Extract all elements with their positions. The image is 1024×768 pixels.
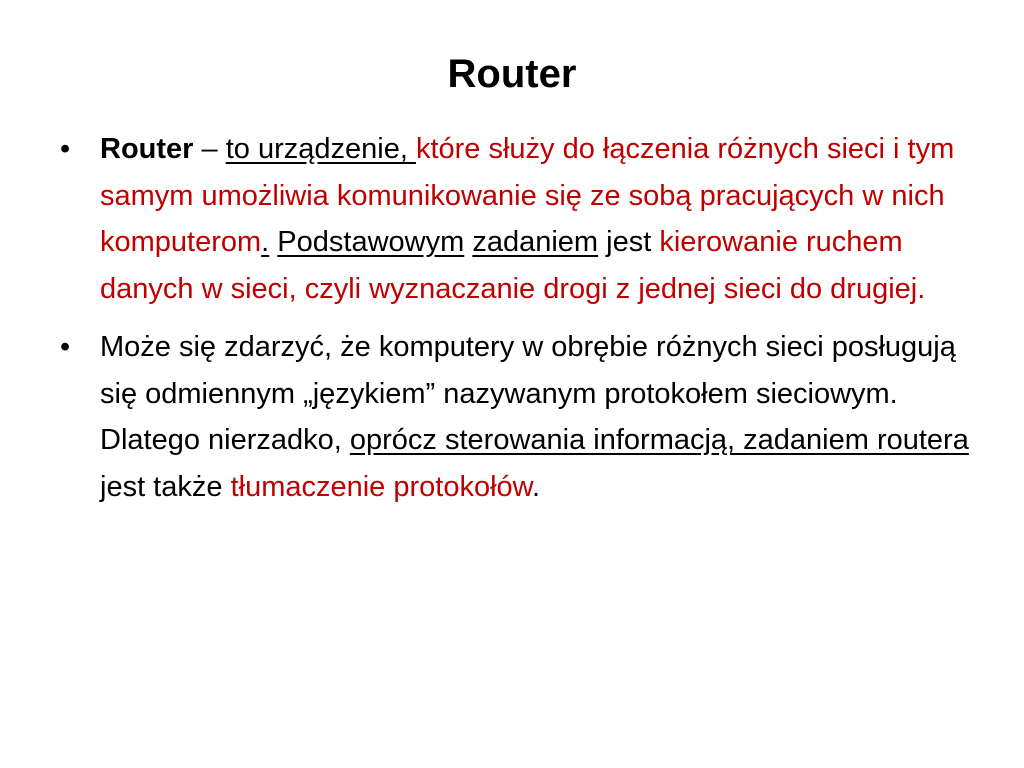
dash: –: [193, 133, 226, 165]
protocols-text-underlined: oprócz sterowania informacją, zadaniem routera: [349, 424, 969, 456]
task-red: kierowanie ruchem danych w sieci, czyli wyznaczanie drogi z jednej sieci do drugiej.: [100, 226, 926, 305]
slide-title: Router: [447, 52, 577, 96]
bullet-item-protocols: [60, 324, 970, 510]
term-router: Router: [100, 133, 194, 165]
protocols-text-plain: Może się zdarzyć, że komputery w obrębie różnych sieci posługują się odmiennym „językiem” nazywanym protokołem sieciowym. Dlatego nierzadko,: [100, 331, 956, 456]
definition-underlined: to urządzenie,: [225, 133, 416, 165]
protocols-text-red: tłumaczenie protokołów: [230, 470, 533, 503]
definition-red: które służy do łączenia różnych sieci i tym samym umożliwia komunikowanie się ze sobą pracujących w nich komputerom: [100, 133, 955, 258]
bullet-icon: •: [60, 133, 71, 165]
bullet-item-router-definition: [60, 126, 970, 312]
bullet-icon: •: [60, 331, 71, 363]
protocols-text-jest-takze: jest także: [100, 470, 231, 503]
word-jest: jest: [598, 226, 660, 258]
word-zadaniem: zadaniem: [472, 226, 599, 258]
bullet-list: [60, 126, 970, 522]
period-underlined: .: [261, 226, 270, 258]
protocols-text-end: .: [532, 470, 541, 503]
word-podstawowym: Podstawowym: [277, 226, 465, 258]
